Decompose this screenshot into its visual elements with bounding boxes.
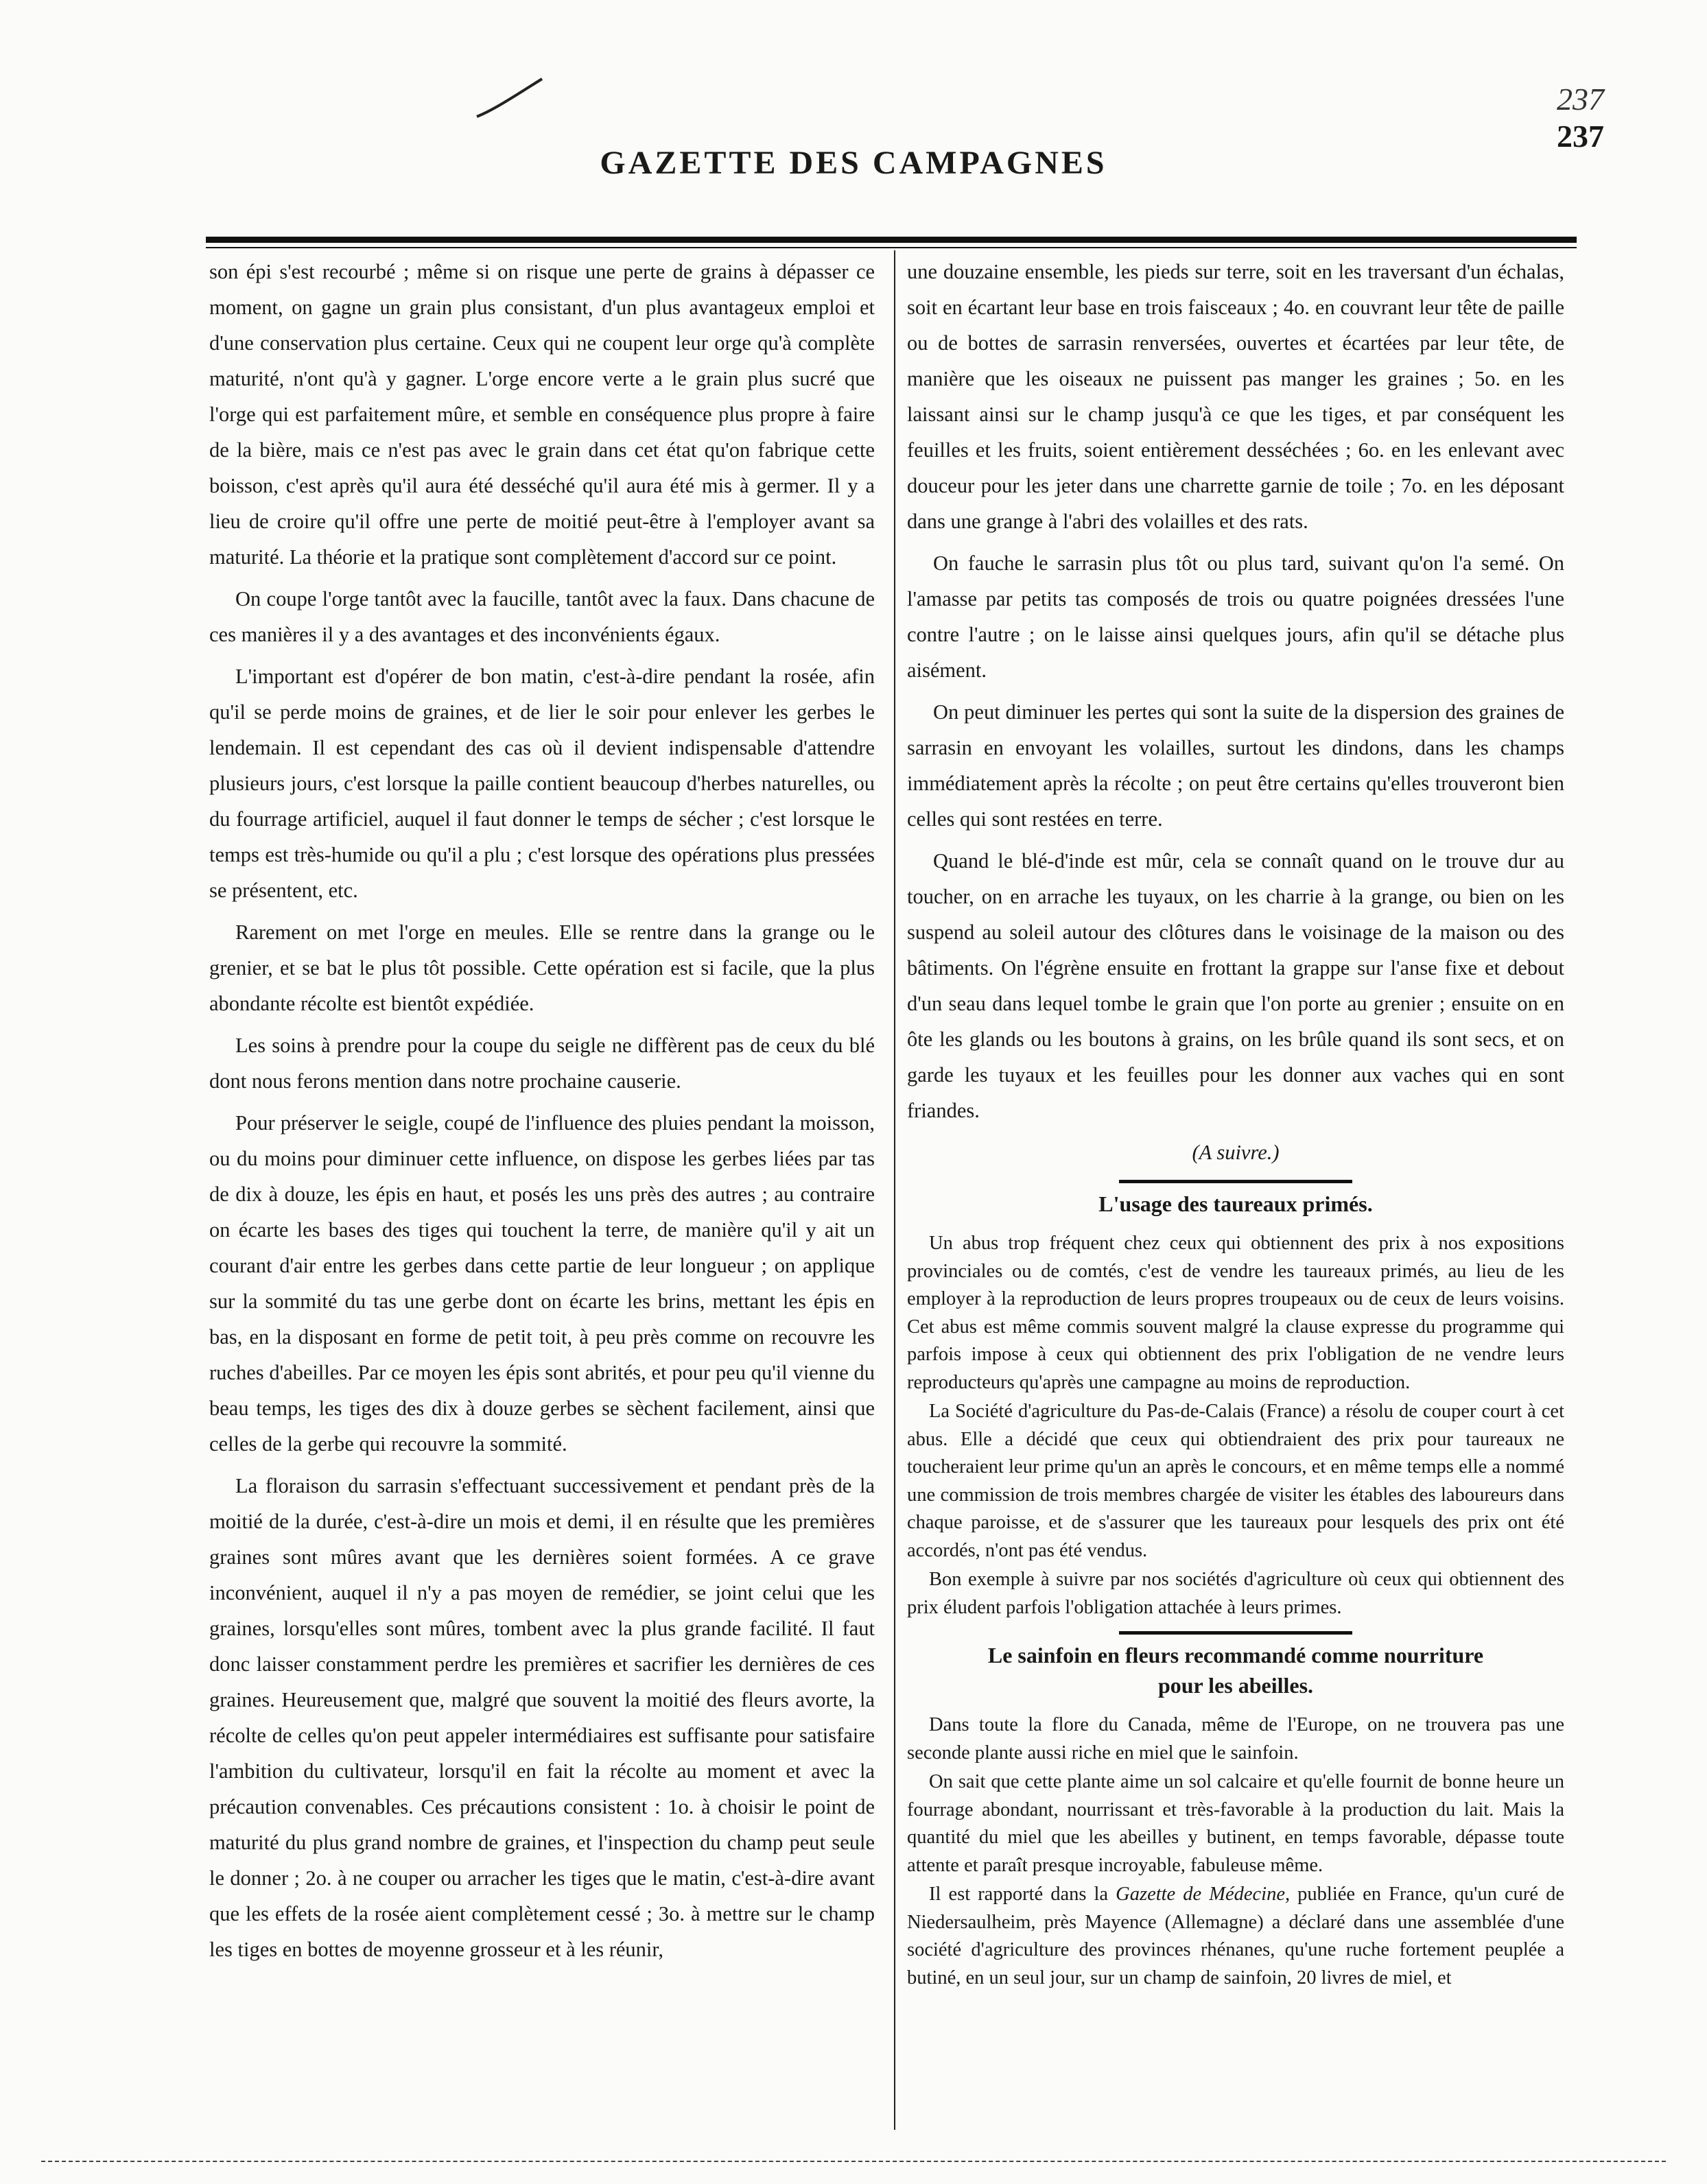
page-number: 237: [1557, 119, 1604, 154]
publication-name: Gazette de Médecine,: [1116, 1884, 1291, 1905]
article-body: [907, 1230, 1564, 1622]
paragraph: On coupe l'orge tantôt avec la faucille, tantôt avec la faux. Dans chacune de ces manières il y a des avantages et des inconvénients égaux.: [209, 587, 875, 646]
page-number-handwritten: 237: [1557, 82, 1604, 117]
article-title: [907, 1640, 1564, 1700]
column-divider: [894, 250, 895, 2130]
paragraph: son épi s'est recourbé ; même si on risque une perte de grains à dépasser ce moment, on gagne un grain plus consistant, d'un plus avantageux emploi et d'une conservation plus certaine. Ceux qui ne coupent leur orge qu'à complète maturité, n'ont qu'à y gagner. L'orge encore verte a le grain plus sucré que l'orge qui est parfaitement mûre, et semble en conséquence plus propre à faire de la bière, mais ce n'est pas avec le grain dans cet état qu'on fabrique cette boisson, c'est après qu'il aura été desséché qu'il aura été mis à germer. Il y a lieu de croire qu'il offre une perte de moitié peut-être à l'employer avant sa maturité. La théorie et la pratique sont complètement d'accord sur ce point.: [209, 260, 875, 569]
paragraph: On sait que cette plante aime un sol calcaire et qu'elle fournit de bonne heure un fourrage abondant, nourrissant et très-favorable à la production du lait. Mais la quantité du miel que les abeilles y butinent, en temps favorable, dépasse toute attente et paraît presque incroyable, fabuleuse même.: [907, 1771, 1564, 1876]
paragraph: [907, 1881, 1564, 1992]
paragraph: On peut diminuer les pertes qui sont la suite de la dispersion des graines de sarrasin en envoyant les volailles, surtout les dindons, dans les champs immédiatement après la récolte ; on peut être certains qu'elles trouveront bien celles qui sont restées en terre.: [907, 700, 1564, 831]
to-be-continued: (A suivre.): [1192, 1141, 1280, 1164]
right-column: [907, 254, 1564, 1993]
left-column: [209, 254, 875, 1973]
paragraph: La floraison du sarrasin s'effectuant successivement et pendant près de la moitié de la durée, c'est-à-dire un mois et demi, il en résulte que les premières graines sont mûres avant que les dernières soient formées. A ce grave inconvénient, auquel il n'y a pas moyen de remédier, se joint celui que les graines, lorsqu'elles sont mûres, tombent avec la plus grande facilité. Il faut donc laisser constamment perdre les premières et sacrifier les dernières de ces graines. Heureusement que, malgré que souvent la moitié des fleurs avorte, la récolte de celles qu'on peut appeler intermédiaires est suffisante pour satisfaire l'ambition du cultivateur, lorsqu'il en fait la récolte au moment et avec la précaution convenables. Ces précautions consistent : 1o. à choisir le point de maturité du plus grand nombre de graines, et l'inspection du champ peut seule le donner ; 2o. à ne couper ou arracher les tiges que le matin, c'est-à-dire avant que les effets de la rosée aient complètement cessé ; 3o. à mettre sur le champ les tiges en bottes de moyenne grosseur et à les réunir,: [209, 1474, 875, 1961]
article-title: L'usage des taureaux primés.: [1098, 1191, 1373, 1216]
text-run: Il est rapporté dans la: [929, 1884, 1116, 1905]
text-run: publiée en France, qu'un curé de Niedersaulheim, près Mayence (Allemagne) a déclaré dans une assemblée d'une société d'agriculture des provinces rhénanes, qu'une ruche fortement peuplée a butiné, en un seul jour, sur un champ de sainfoin, 20 livres de miel, et: [907, 1884, 1565, 1989]
paragraph: Rarement on met l'orge en meules. Elle se rentre dans la grange ou le grenier, et se bat le plus tôt possible. Cette opération est si facile, que la plus abondante récolte est bientôt expédiée.: [209, 921, 875, 1015]
paragraph: On fauche le sarrasin plus tôt ou plus tard, suivant qu'on l'a semé. On l'amasse par petits tas composés de trois ou quatre poignées dressées l'une contre l'autre ; on le laisse ainsi quelques jours, afin qu'il se détache plus aisément.: [907, 551, 1564, 682]
article-title-line: Le sainfoin en fleurs recommandé comme nourriture: [987, 1643, 1484, 1667]
paragraph: Pour préserver le seigle, coupé de l'influence des pluies pendant la moisson, ou du moins pour diminuer cette influence, on dispose les gerbes liées par tas de dix à douze, les épis en haut, et posés les uns près des autres ; au contraire on écarte les bases des tiges qui touchent la terre, de manière qu'il y ait un courant d'air entre les gerbes dans cette partie de leur longueur ; on applique sur la sommité du tas une gerbe dont on écarte les brins, mettant les épis en bas, en la disposant en forme de petit toit, à peu près comme on recouvre les ruches d'abeilles. Par ce moyen les épis sont abrités, et pour peu qu'il vienne du beau temps, les tiges des dix à douze gerbes se sèchent facilement, ainsi que celles de la gerbe qui recouvre la sommité.: [209, 1111, 875, 1456]
paragraph: L'important est d'opérer de bon matin, c'est-à-dire pendant la rosée, afin qu'il se perde moins de graines, et de lier le soir pour enlever les gerbes le lendemain. Il est cependant des cas où il devient indispensable d'attendre plusieurs jours, c'est lorsque la paille contient beaucoup d'herbes naturelles, ou du fourrage artificiel, auquel il faut donner le temps de sécher ; c'est lorsque le temps est très-humide ou qu'il a plu ; c'est lorsque des opérations plus pressées se présentent, etc.: [209, 665, 875, 902]
article-body: [907, 1711, 1564, 1992]
paragraph: Quand le blé-d'inde est mûr, cela se connaît quand on le trouve dur au toucher, on en arrache les tuyaux, on les charrie à la grange, ou bien on les suspend au soleil autour des clôtures dans le voisinage de la maison ou des bâtiments. On l'égrène ensuite en frottant la grappe sur l'anse fixe et debout d'un seau dans lequel tombe le grain que l'on porte au grenier ; ensuite on en ôte les glands ou les boutons à grains, on les brûle quand ils sont secs, et on garde les tuyaux et les feuilles pour les donner aux vaches qui en sont friandes.: [907, 849, 1564, 1122]
paragraph: Bon exemple à suivre par nos sociétés d'agriculture où ceux qui obtiennent des prix éludent parfois l'obligation attachée à leurs primes.: [907, 1569, 1564, 1618]
footer-rule: [41, 2161, 1666, 2162]
paragraph: La Société d'agriculture du Pas-de-Calais (France) a résolu de couper court à cet abus. Elle a décidé que ceux qui obtiendraient des prix pour taureaux ne toucheraient leur prime qu'un an après le concours, et en même temps elle a nommé une commission de trois membres chargée de visiter les étables des laboureurs dans chaque paroisse, et de s'assurer que les taureaux pour lesquels des prix ont été accordés, n'ont pas été vendus.: [907, 1401, 1564, 1561]
paragraph: Les soins à prendre pour la coupe du seigle ne diffèrent pas de ceux du blé dont nous ferons mention dans notre prochaine causerie.: [209, 1034, 875, 1093]
paragraph: Un abus trop fréquent chez ceux qui obtiennent des prix à nos expositions provinciales ou de comtés, c'est de vendre les taureaux primés, au lieu de les employer à la reproduction de leurs propres troupeaux ou de ceux de leurs voisins. Cet abus est même commis souvent malgré la clause expresse du programme qui parfois impose à ceux qui obtiennent des prix l'obligation de ne vendre leurs reproducteurs qu'après une campagne au moins de reproduction.: [907, 1233, 1564, 1393]
section-divider: [1119, 1631, 1352, 1635]
newspaper-title: GAZETTE DES CAMPAGNES: [600, 145, 1107, 181]
pen-stroke-mark: [473, 75, 549, 123]
section-divider: [1119, 1180, 1352, 1183]
article-title-line: pour les abeilles.: [1157, 1673, 1314, 1698]
paragraph: Dans toute la flore du Canada, même de l'Europe, on ne trouvera pas une seconde plante aussi riche en miel que le sainfoin.: [907, 1714, 1564, 1764]
paragraph: une douzaine ensemble, les pieds sur terre, soit en les traversant d'un échalas, soit en écartant leur base en trois faisceaux ; 4o. en couvrant leur tête de paille ou de bottes de sarrasin renversées, ouvertes et écartées par leur tête, de manière que les oiseaux ne puissent pas manger les graines ; 5o. en les laissant ainsi sur le champ jusqu'à ce que les tiges, et par conséquent les feuilles et les fruits, soient entièrement desséchées ; 6o. en les enlevant avec douceur pour les jeter dans une charrette garnie de toile ; 7o. en les déposant dans une grange à l'abri des volailles et des rats.: [907, 260, 1564, 533]
header-rule: [206, 237, 1577, 248]
